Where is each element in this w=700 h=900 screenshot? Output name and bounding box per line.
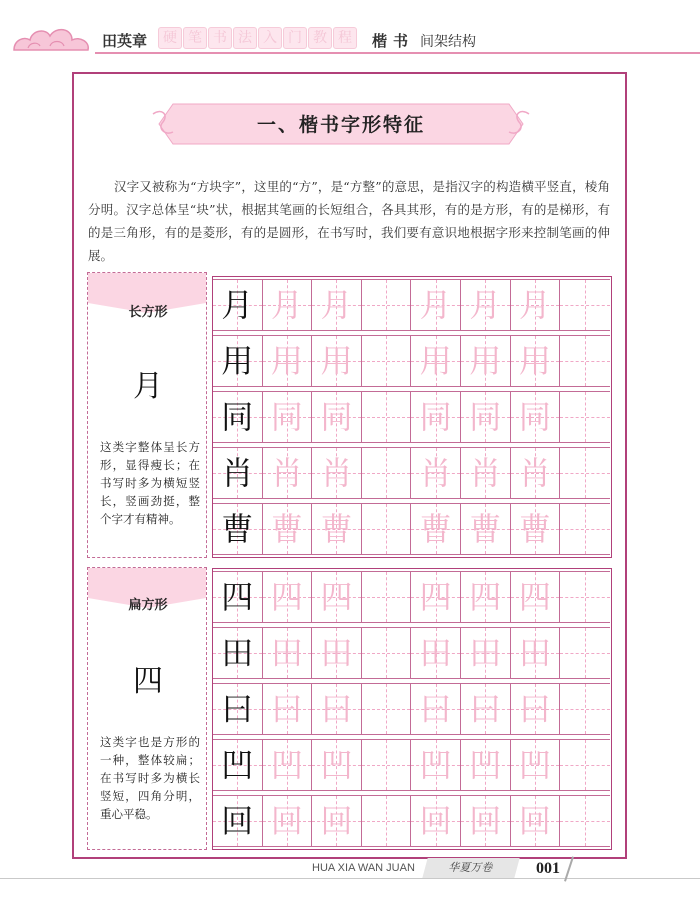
trace-char: 田 bbox=[469, 634, 502, 672]
trace-char: 凹 bbox=[518, 746, 551, 784]
trace-char-cell bbox=[511, 279, 561, 331]
trace-char-cell bbox=[411, 795, 461, 847]
trace-char: 同 bbox=[419, 398, 452, 436]
author-name: 田英章 bbox=[102, 32, 148, 50]
practice-grid bbox=[212, 276, 612, 558]
trace-char: 四 bbox=[270, 578, 303, 616]
trace-char-cell bbox=[461, 683, 511, 735]
trace-char: 用 bbox=[270, 342, 303, 380]
blank-practice-cell bbox=[362, 335, 412, 387]
trace-char: 同 bbox=[320, 398, 353, 436]
trace-char-cell bbox=[461, 739, 511, 791]
trace-char: 肖 bbox=[469, 454, 502, 492]
trace-char: 田 bbox=[320, 634, 353, 672]
page-number: 001 bbox=[536, 860, 560, 877]
blank-practice-cell bbox=[362, 627, 412, 679]
trace-char: 田 bbox=[518, 634, 551, 672]
publisher-latin: HUA XIA WAN JUAN bbox=[312, 862, 415, 874]
trace-char-cell bbox=[312, 739, 362, 791]
trace-char-cell bbox=[411, 335, 461, 387]
model-char-cell bbox=[213, 391, 263, 443]
trace-char-cell bbox=[511, 627, 561, 679]
series-char: 笔 bbox=[183, 27, 207, 49]
trace-char-cell bbox=[511, 447, 561, 499]
series-char: 法 bbox=[233, 27, 257, 49]
trace-char-cell bbox=[511, 571, 561, 623]
trace-char-cell bbox=[312, 335, 362, 387]
trace-char: 曹 bbox=[320, 510, 353, 548]
trace-char: 曹 bbox=[518, 510, 551, 548]
model-char: 同 bbox=[221, 398, 254, 436]
practice-row bbox=[213, 391, 610, 443]
trace-char: 回 bbox=[320, 802, 353, 840]
trace-char: 四 bbox=[320, 578, 353, 616]
blank-practice-cell bbox=[560, 335, 610, 387]
blank-practice-cell bbox=[560, 795, 610, 847]
trace-char-cell bbox=[511, 739, 561, 791]
trace-char-cell bbox=[263, 279, 313, 331]
trace-char: 凹 bbox=[320, 746, 353, 784]
panel-example-char: 四 bbox=[133, 664, 163, 699]
model-char: 用 bbox=[221, 342, 254, 380]
trace-char: 月 bbox=[469, 286, 502, 324]
model-char-cell bbox=[213, 447, 263, 499]
trace-char: 肖 bbox=[270, 454, 303, 492]
model-char: 曹 bbox=[221, 510, 254, 548]
trace-char: 同 bbox=[518, 398, 551, 436]
blank-practice-cell bbox=[362, 279, 412, 331]
practice-row bbox=[213, 335, 610, 387]
trace-char: 凹 bbox=[419, 746, 452, 784]
trace-char: 田 bbox=[419, 634, 452, 672]
practice-row bbox=[213, 795, 610, 847]
model-char: 回 bbox=[221, 802, 254, 840]
practice-row bbox=[213, 279, 610, 331]
cloud-ornament-icon bbox=[10, 18, 94, 58]
trace-char: 同 bbox=[270, 398, 303, 436]
trace-char: 回 bbox=[270, 802, 303, 840]
panel-example-char: 月 bbox=[133, 369, 163, 404]
trace-char-cell bbox=[263, 627, 313, 679]
header-rule bbox=[95, 52, 700, 54]
trace-char: 肖 bbox=[419, 454, 452, 492]
model-char-cell bbox=[213, 795, 263, 847]
footer-rule bbox=[0, 878, 700, 879]
trace-char: 田 bbox=[270, 634, 303, 672]
blank-practice-cell bbox=[560, 627, 610, 679]
model-char: 田 bbox=[221, 634, 254, 672]
trace-char: 肖 bbox=[320, 454, 353, 492]
trace-char-cell bbox=[263, 503, 313, 555]
script-style-label: 楷书 bbox=[372, 32, 415, 50]
trace-char: 用 bbox=[518, 342, 551, 380]
trace-char-cell bbox=[411, 627, 461, 679]
trace-char-cell bbox=[461, 795, 511, 847]
blank-practice-cell bbox=[362, 571, 412, 623]
trace-char: 曰 bbox=[469, 690, 502, 728]
trace-char-cell bbox=[263, 739, 313, 791]
model-char-cell bbox=[213, 503, 263, 555]
trace-char-cell bbox=[461, 447, 511, 499]
model-char: 月 bbox=[221, 286, 254, 324]
trace-char: 回 bbox=[419, 802, 452, 840]
trace-char: 回 bbox=[469, 802, 502, 840]
panel-description: 这类字整体呈长方形，显得瘦长；在书写时多为横短竖长，竖画劲挺，整个字才有精神。 bbox=[100, 440, 200, 526]
intro-paragraph: 汉字又被称为“方块字”，这里的“方”，是“方整”的意思，是指汉字的构造横平竖直，棱角分明。汉字总体呈“块”状，根据其笔画的长短组合，各具其形，有的是方形，有的是梯形，有的是三角形，有的是菱形，有的是圆形，在书写时，我们要有意识地根据字形来控制笔画的伸展。 bbox=[88, 179, 610, 263]
trace-char-cell bbox=[461, 279, 511, 331]
trace-char-cell bbox=[411, 447, 461, 499]
blank-practice-cell bbox=[560, 503, 610, 555]
trace-char-cell bbox=[461, 627, 511, 679]
model-char-cell bbox=[213, 739, 263, 791]
trace-char-cell bbox=[511, 391, 561, 443]
chapter-subtitle: 间架结构 bbox=[420, 34, 476, 50]
trace-char-cell bbox=[312, 571, 362, 623]
trace-char-cell bbox=[411, 683, 461, 735]
practice-row bbox=[213, 503, 610, 555]
blank-practice-cell bbox=[362, 391, 412, 443]
series-char: 书 bbox=[208, 27, 232, 49]
page-header bbox=[0, 0, 700, 62]
trace-char-cell bbox=[263, 795, 313, 847]
practice-row bbox=[213, 571, 610, 623]
trace-char-cell bbox=[312, 683, 362, 735]
blank-practice-cell bbox=[560, 279, 610, 331]
trace-char-cell bbox=[312, 627, 362, 679]
series-char: 入 bbox=[258, 27, 282, 49]
panel-label: 扁方形 bbox=[128, 598, 168, 613]
trace-char: 月 bbox=[518, 286, 551, 324]
trace-char: 凹 bbox=[270, 746, 303, 784]
series-char: 程 bbox=[333, 27, 357, 49]
section-title: 一、楷书字形特征 bbox=[256, 114, 425, 136]
trace-char-cell bbox=[312, 447, 362, 499]
trace-char: 凹 bbox=[469, 746, 502, 784]
model-char: 四 bbox=[221, 578, 254, 616]
trace-char-cell bbox=[461, 503, 511, 555]
trace-char-cell bbox=[511, 683, 561, 735]
trace-char-cell bbox=[461, 571, 511, 623]
trace-char-cell bbox=[411, 391, 461, 443]
trace-char: 月 bbox=[270, 286, 303, 324]
blank-practice-cell bbox=[560, 683, 610, 735]
practice-grid bbox=[212, 568, 612, 850]
model-char: 肖 bbox=[221, 454, 254, 492]
trace-char-cell bbox=[511, 335, 561, 387]
trace-char-cell bbox=[511, 503, 561, 555]
blank-practice-cell bbox=[362, 795, 412, 847]
trace-char: 四 bbox=[419, 578, 452, 616]
trace-char: 用 bbox=[320, 342, 353, 380]
model-char-cell bbox=[213, 571, 263, 623]
trace-char: 四 bbox=[518, 578, 551, 616]
trace-char: 月 bbox=[419, 286, 452, 324]
panel-tag bbox=[88, 273, 206, 303]
panel-label: 长方形 bbox=[128, 305, 168, 320]
blank-practice-cell bbox=[560, 571, 610, 623]
model-char-cell bbox=[213, 627, 263, 679]
trace-char: 曹 bbox=[469, 510, 502, 548]
blank-practice-cell bbox=[560, 739, 610, 791]
blank-practice-cell bbox=[362, 503, 412, 555]
trace-char-cell bbox=[263, 335, 313, 387]
trace-char-cell bbox=[461, 391, 511, 443]
practice-row bbox=[213, 447, 610, 499]
model-char-cell bbox=[213, 335, 263, 387]
trace-char-cell bbox=[312, 795, 362, 847]
series-title bbox=[158, 27, 357, 49]
series-char: 教 bbox=[308, 27, 332, 49]
trace-char-cell bbox=[411, 739, 461, 791]
trace-char: 曰 bbox=[270, 690, 303, 728]
trace-char: 同 bbox=[469, 398, 502, 436]
trace-char-cell bbox=[411, 571, 461, 623]
trace-char: 肖 bbox=[518, 454, 551, 492]
trace-char-cell bbox=[263, 447, 313, 499]
trace-char: 用 bbox=[469, 342, 502, 380]
trace-char-cell bbox=[411, 279, 461, 331]
model-char: 凹 bbox=[221, 746, 254, 784]
trace-char: 曰 bbox=[419, 690, 452, 728]
trace-char: 月 bbox=[320, 286, 353, 324]
blank-practice-cell bbox=[560, 391, 610, 443]
blank-practice-cell bbox=[560, 447, 610, 499]
trace-char-cell bbox=[263, 571, 313, 623]
trace-char-cell bbox=[411, 503, 461, 555]
publisher-name: 华夏万卷 bbox=[422, 858, 519, 878]
model-char-cell bbox=[213, 279, 263, 331]
trace-char: 曹 bbox=[270, 510, 303, 548]
trace-char-cell bbox=[312, 391, 362, 443]
trace-char-cell bbox=[461, 335, 511, 387]
trace-char: 曰 bbox=[320, 690, 353, 728]
practice-row bbox=[213, 739, 610, 791]
blank-practice-cell bbox=[362, 739, 412, 791]
trace-char: 曰 bbox=[518, 690, 551, 728]
trace-char: 曹 bbox=[419, 510, 452, 548]
trace-char-cell bbox=[312, 279, 362, 331]
model-char-cell bbox=[213, 683, 263, 735]
trace-char: 回 bbox=[518, 802, 551, 840]
model-char: 曰 bbox=[221, 690, 254, 728]
panel-description: 这类字也是方形的一种，整体较扁；在书写时多为横长竖短，四角分明，重心平稳。 bbox=[100, 735, 200, 821]
practice-row bbox=[213, 627, 610, 679]
shape-panel-tall bbox=[87, 272, 207, 558]
series-char: 门 bbox=[283, 27, 307, 49]
trace-char-cell bbox=[263, 391, 313, 443]
series-char: 硬 bbox=[158, 27, 182, 49]
trace-char: 四 bbox=[469, 578, 502, 616]
blank-practice-cell bbox=[362, 683, 412, 735]
trace-char-cell bbox=[511, 795, 561, 847]
trace-char-cell bbox=[312, 503, 362, 555]
shape-panel-flat bbox=[87, 567, 207, 850]
blank-practice-cell bbox=[362, 447, 412, 499]
practice-row bbox=[213, 683, 610, 735]
trace-char-cell bbox=[263, 683, 313, 735]
trace-char: 用 bbox=[419, 342, 452, 380]
